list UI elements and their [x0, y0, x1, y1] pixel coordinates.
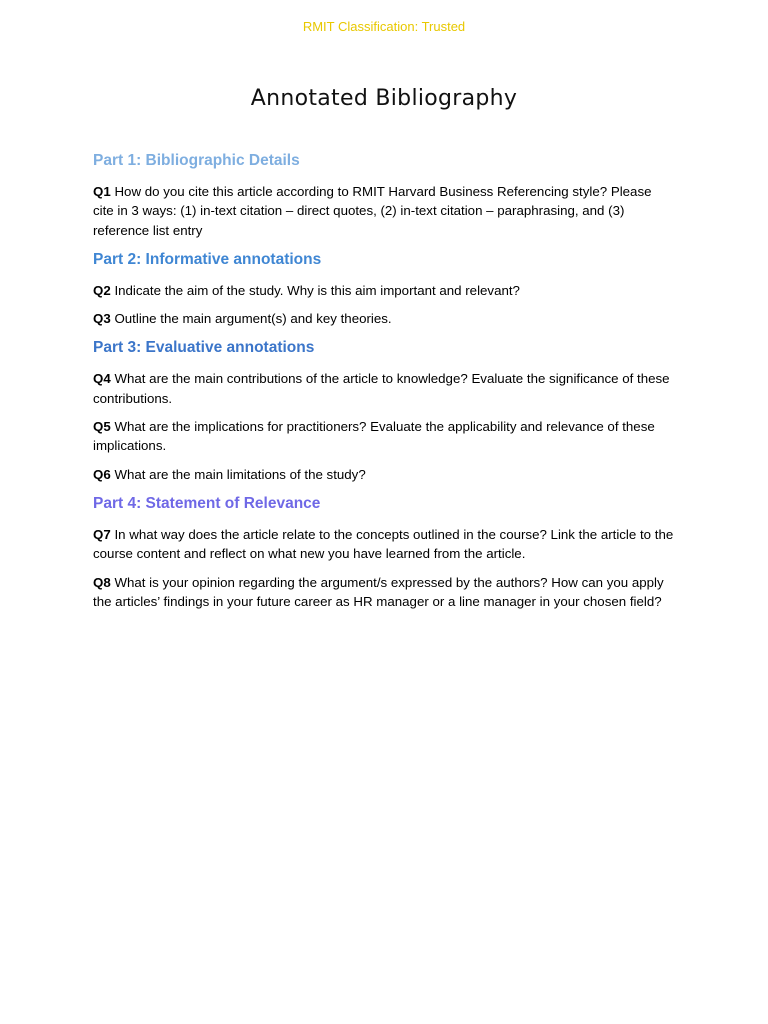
- section-heading-part4: Part 4: Statement of Relevance: [93, 494, 321, 512]
- question-text: What are the main limitations of the study?: [110, 466, 366, 482]
- question-number: Q2: [93, 282, 111, 298]
- question-number: Q3: [93, 311, 111, 327]
- question-text: Outline the main argument(s) and key theories.: [110, 311, 392, 327]
- question-text: In what way does the article relate to the concepts outlined in the course? Link the article to the course content and reflect on what new you have learned from the article.: [93, 526, 674, 562]
- question-number: Q5: [93, 419, 111, 435]
- question-text: How do you cite this article according to RMIT Harvard Business Referencing style? Please cite in 3 ways: (1) in-text citation – direct quotes, (2) in-text citation – paraphrasing, and (3) reference list entry: [93, 184, 652, 238]
- section-heading-part3: Part 3: Evaluative annotations: [93, 339, 315, 357]
- question-q5: [93, 417, 675, 456]
- question-q1: [93, 182, 675, 240]
- classification-label: RMIT Classification: Trusted: [302, 19, 466, 34]
- question-q6: [93, 465, 675, 484]
- question-number: Q6: [93, 466, 111, 482]
- question-q3: [93, 309, 675, 328]
- section-heading-part2: Part 2: Informative annotations: [93, 250, 322, 268]
- document-body: [93, 150, 675, 620]
- question-q2: [93, 281, 675, 300]
- question-q4: [93, 369, 675, 408]
- question-q7: [93, 525, 675, 564]
- question-number: Q8: [93, 574, 111, 590]
- question-text: What are the main contributions of the article to knowledge? Evaluate the significance of these contributions.: [93, 371, 670, 406]
- question-number: Q4: [93, 371, 111, 387]
- question-q8: [93, 573, 675, 612]
- question-number: Q7: [93, 526, 111, 542]
- document-title: Annotated Bibliography: [250, 86, 518, 111]
- section-heading-part1: Part 1: Bibliographic Details: [93, 152, 300, 169]
- question-text: Indicate the aim of the study. Why is this aim important and relevant?: [110, 282, 520, 298]
- question-text: What is your opinion regarding the argument/s expressed by the authors? How can you apply the articles’ findings in your future career as HR manager or a line manager in your chosen field?: [93, 574, 664, 609]
- question-number: Q1: [93, 184, 111, 199]
- question-text: What are the implications for practitioners? Evaluate the applicability and relevance of these implications.: [93, 419, 655, 454]
